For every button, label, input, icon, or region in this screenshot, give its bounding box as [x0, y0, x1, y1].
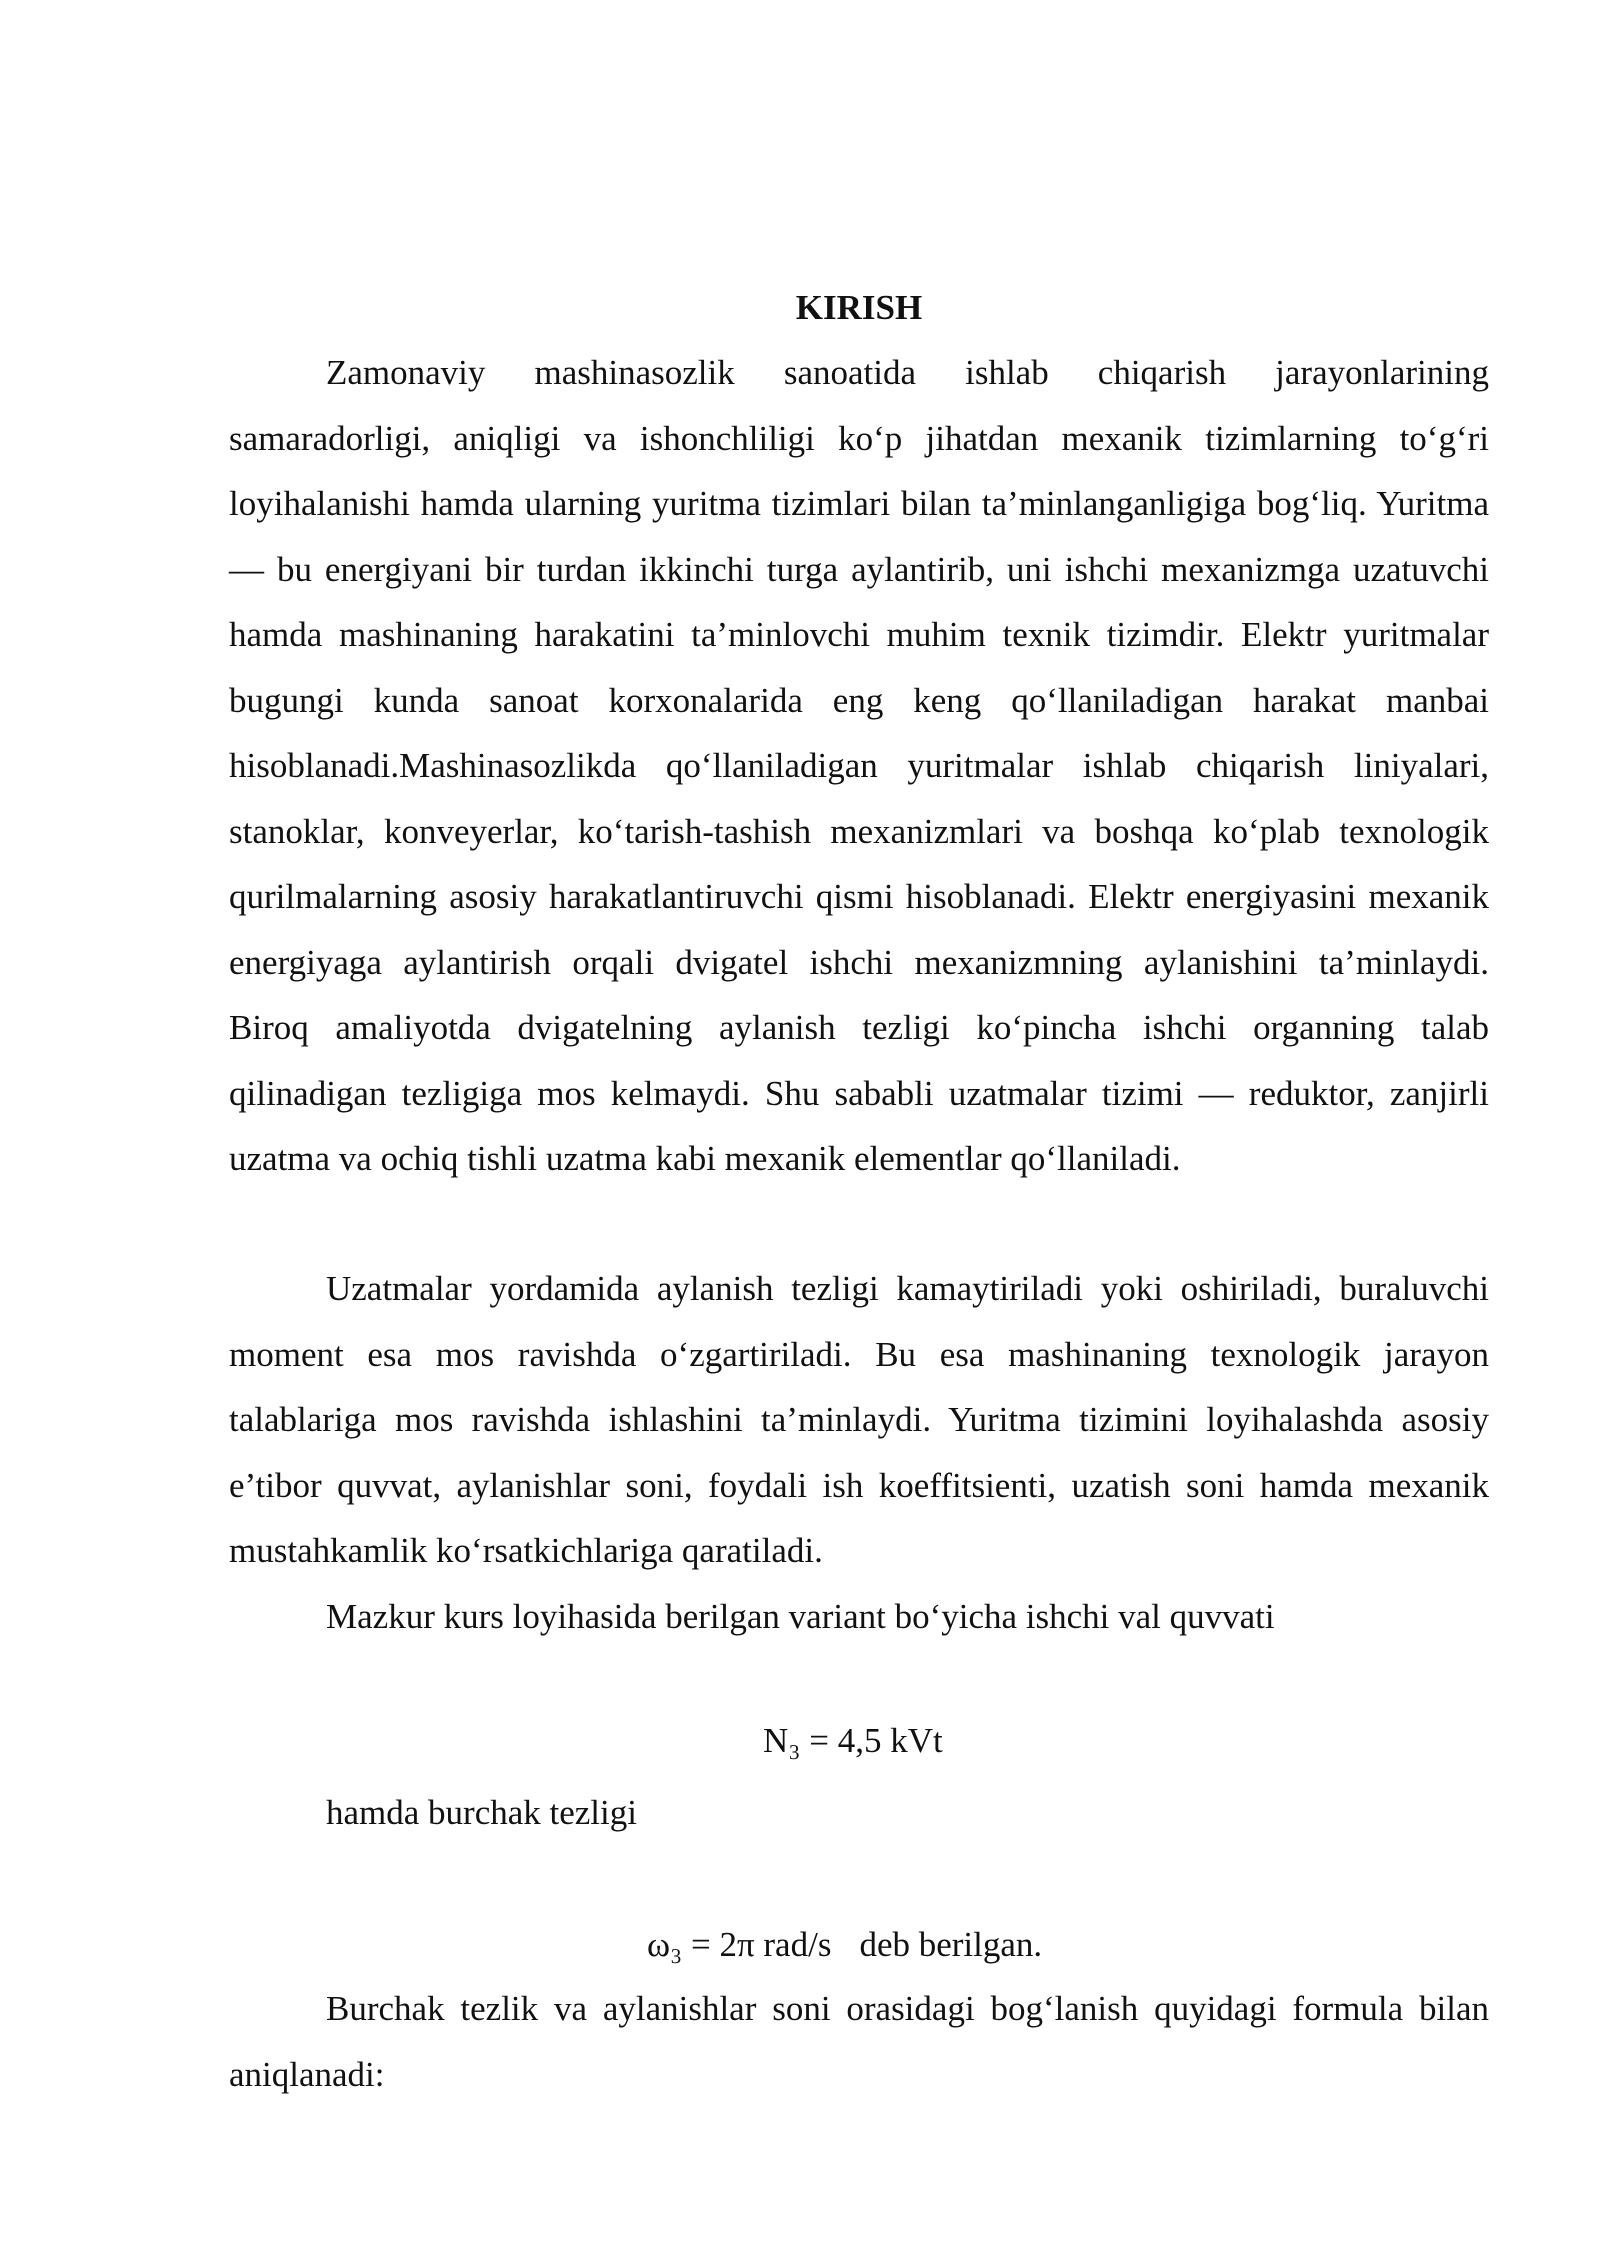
paragraph-variant: Mazkur kurs loyihasida berilgan variant bo‘yicha ishchi val quvvati [326, 1597, 1275, 1636]
formula-omega: ω₃ = 2π rad/s [647, 1925, 832, 1964]
text-angular-velocity-intro: hamda burchak tezligi [326, 1793, 637, 1832]
formula-power: N₃ = 4,5 kVt [763, 1721, 943, 1760]
paragraph-closing: Burchak tezlik va aylanishlar soni orasidagi bog‘lanish quyidagi formula bilan aniqlanadi: [229, 1989, 1489, 2094]
page-title: KIRISH [795, 288, 923, 327]
paragraph-intro: Zamonaviy mashinasozlik sanoatida ishlab chiqarish jarayonlarining samaradorligi, aniqligi va ishonchliligi ko‘p jihatdan mexanik tizimlarning to‘g‘ri loyihalanishi hamda ularning yuritma tizimlari bilan ta’minlanganligiga bog‘liq. Yuritma — bu energiyani bir turdan ikkinchi turga aylantirib, uni ishchi mexanizmga uzatuvchi hamda mashinaning harakatini ta’minlovchi muhim texnik tizimdir. Elektr yuritmalar bugungi kunda sanoat korxonalarida eng keng qo‘llaniladigan harakat manbai hisoblanadi.Mashinasozlikda qo‘llaniladigan yuritmalar ishlab chiqarish liniyalari, stanoklar, konveyerlar, ko‘tarish-tashish mexanizmlari va boshqa ko‘plab texnologik qurilmalarning asosiy harakatlantiruvchi qismi hisoblanadi. Elektr energiyasini mexanik energiyaga aylantirish orqali dvigatel ishchi mexanizmning aylanishini ta’minlaydi. Biroq amaliyotda dvigatelning aylanish tezligi ko‘pincha ishchi organning talab qilinadigan tezligiga mos kelmaydi. Shu sababli uzatmalar tizimi — reduktor, zanjirli uzatma va ochiq tishli uzatma kabi mexanik elementlar qo‘llaniladi. [229, 353, 1489, 1178]
formula-angular-velocity [647, 1920, 1042, 1970]
paragraph-transmissions: Uzatmalar yordamida aylanish tezligi kamaytiriladi yoki oshiriladi, buraluvchi moment esa mos ravishda o‘zgartiriladi. Bu esa mashinaning texnologik jarayon talablariga mos ravishda ishlashini ta’minlaydi. Yuritma tizimini loyihalashda asosiy e’tibor quvvat, aylanishlar soni, foydali ish koeffitsienti, uzatish soni hamda mexanik mustahkamlik ko‘rsatkichlariga qaratiladi. [229, 1269, 1489, 1570]
formula-omega-tail: deb berilgan. [859, 1925, 1043, 1964]
